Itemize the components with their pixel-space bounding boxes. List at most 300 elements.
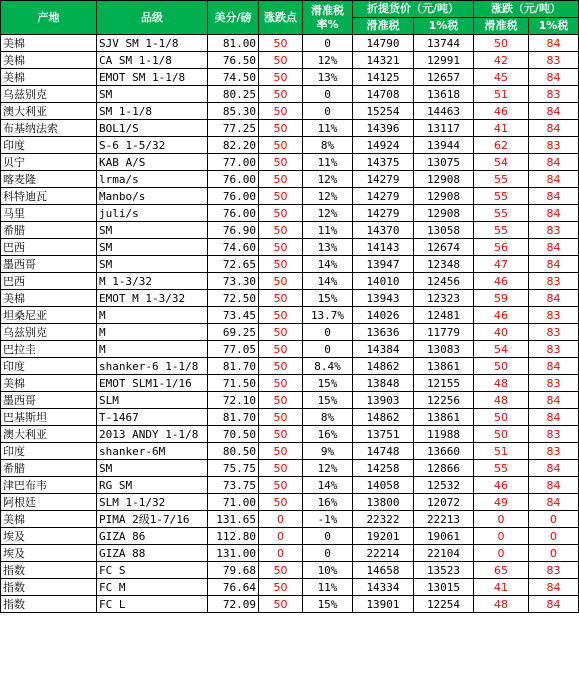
cell-price-1pct-tax: 22213	[414, 511, 474, 528]
cell-change-1pct-tax: 0	[529, 511, 579, 528]
cell-price-1pct-tax: 12323	[414, 290, 474, 307]
cell-price-cents-per-lb: 79.68	[208, 562, 259, 579]
cell-price-cents-per-lb: 74.50	[208, 69, 259, 86]
cell-change-sliding-tax: 50	[474, 35, 529, 52]
cell-price-cents-per-lb: 76.50	[208, 52, 259, 69]
cell-price-1pct-tax: 12348	[414, 256, 474, 273]
cell-origin: 美棉	[1, 375, 97, 392]
cell-price-cents-per-lb: 73.45	[208, 307, 259, 324]
table-row	[1, 52, 579, 69]
cell-change-1pct-tax: 84	[529, 171, 579, 188]
cell-price-1pct-tax: 13744	[414, 35, 474, 52]
cell-change-sliding-tax: 0	[474, 511, 529, 528]
cell-price-sliding-tax: 14279	[353, 205, 414, 222]
cell-origin: 马里	[1, 205, 97, 222]
cell-price-1pct-tax: 13015	[414, 579, 474, 596]
cell-change-points: 50	[259, 443, 303, 460]
cell-price-cents-per-lb: 81.00	[208, 35, 259, 52]
cell-change-sliding-tax: 55	[474, 222, 529, 239]
cell-change-points: 50	[259, 477, 303, 494]
cell-sliding-tax-rate: 15%	[303, 596, 353, 613]
cell-grade: GIZA 86	[97, 528, 208, 545]
table-row	[1, 239, 579, 256]
cell-grade: Manbo/s	[97, 188, 208, 205]
cell-sliding-tax-rate: 11%	[303, 222, 353, 239]
cell-sliding-tax-rate: 0	[303, 528, 353, 545]
cell-change-sliding-tax: 47	[474, 256, 529, 273]
cell-grade: M	[97, 341, 208, 358]
table-row	[1, 443, 579, 460]
header-grade: 品级	[97, 1, 208, 35]
cell-change-points: 50	[259, 205, 303, 222]
cell-origin: 指数	[1, 562, 97, 579]
cell-change-points: 50	[259, 392, 303, 409]
cell-origin: 澳大利亚	[1, 426, 97, 443]
cell-sliding-tax-rate: 16%	[303, 494, 353, 511]
cell-price-sliding-tax: 14862	[353, 358, 414, 375]
cell-sliding-tax-rate: 8.4%	[303, 358, 353, 375]
cell-change-points: 50	[259, 273, 303, 290]
cell-change-1pct-tax: 84	[529, 477, 579, 494]
cell-price-1pct-tax: 13861	[414, 358, 474, 375]
cell-change-sliding-tax: 50	[474, 409, 529, 426]
cell-change-points: 50	[259, 69, 303, 86]
cell-change-1pct-tax: 84	[529, 409, 579, 426]
cell-change-points: 0	[259, 545, 303, 562]
table-header	[1, 1, 579, 35]
cell-price-1pct-tax: 12866	[414, 460, 474, 477]
cell-change-points: 50	[259, 35, 303, 52]
cell-price-1pct-tax: 11988	[414, 426, 474, 443]
cell-price-1pct-tax: 12254	[414, 596, 474, 613]
cell-price-cents-per-lb: 85.30	[208, 103, 259, 120]
cell-price-cents-per-lb: 73.75	[208, 477, 259, 494]
cell-change-points: 50	[259, 562, 303, 579]
cell-price-1pct-tax: 13618	[414, 86, 474, 103]
cell-grade: M	[97, 324, 208, 341]
cell-price-cents-per-lb: 82.20	[208, 137, 259, 154]
cell-origin: 印度	[1, 358, 97, 375]
cell-price-cents-per-lb: 80.50	[208, 443, 259, 460]
cell-origin: 巴西	[1, 273, 97, 290]
table-row	[1, 86, 579, 103]
cell-price-cents-per-lb: 72.65	[208, 256, 259, 273]
cell-change-1pct-tax: 84	[529, 69, 579, 86]
cell-origin: 美棉	[1, 52, 97, 69]
cell-origin: 阿根廷	[1, 494, 97, 511]
cell-price-sliding-tax: 13636	[353, 324, 414, 341]
cell-origin: 指数	[1, 579, 97, 596]
cell-change-points: 50	[259, 494, 303, 511]
cell-origin: 指数	[1, 596, 97, 613]
cell-change-sliding-tax: 55	[474, 205, 529, 222]
cell-grade: lrma/s	[97, 171, 208, 188]
cell-change-points: 50	[259, 596, 303, 613]
cell-price-cents-per-lb: 81.70	[208, 358, 259, 375]
header-delivery-price: 折提货价（元/吨）	[353, 1, 474, 18]
cell-price-sliding-tax: 14279	[353, 171, 414, 188]
cell-sliding-tax-rate: 8%	[303, 409, 353, 426]
cell-change-sliding-tax: 48	[474, 392, 529, 409]
table-row	[1, 205, 579, 222]
cell-price-cents-per-lb: 81.70	[208, 409, 259, 426]
cell-price-cents-per-lb: 70.50	[208, 426, 259, 443]
cell-change-1pct-tax: 83	[529, 341, 579, 358]
cell-origin: 津巴布韦	[1, 477, 97, 494]
cell-origin: 美棉	[1, 35, 97, 52]
cell-price-sliding-tax: 14026	[353, 307, 414, 324]
cell-change-sliding-tax: 54	[474, 154, 529, 171]
cell-change-1pct-tax: 84	[529, 596, 579, 613]
cell-grade: SM	[97, 222, 208, 239]
cell-price-1pct-tax: 11779	[414, 324, 474, 341]
cell-price-1pct-tax: 13058	[414, 222, 474, 239]
cell-price-1pct-tax: 14463	[414, 103, 474, 120]
cell-origin: 贝宁	[1, 154, 97, 171]
cell-change-points: 50	[259, 290, 303, 307]
cell-change-sliding-tax: 46	[474, 307, 529, 324]
cell-change-1pct-tax: 84	[529, 358, 579, 375]
cell-price-sliding-tax: 14010	[353, 273, 414, 290]
cell-origin: 埃及	[1, 545, 97, 562]
cell-change-points: 50	[259, 171, 303, 188]
cell-grade: SLM	[97, 392, 208, 409]
cell-price-cents-per-lb: 73.30	[208, 273, 259, 290]
cell-grade: juli/s	[97, 205, 208, 222]
cell-price-1pct-tax: 12532	[414, 477, 474, 494]
cell-change-1pct-tax: 84	[529, 392, 579, 409]
cell-price-sliding-tax: 13943	[353, 290, 414, 307]
cell-origin: 巴西	[1, 239, 97, 256]
cell-change-sliding-tax: 41	[474, 579, 529, 596]
cell-origin: 美棉	[1, 69, 97, 86]
cell-change-points: 50	[259, 409, 303, 426]
cell-change-1pct-tax: 83	[529, 307, 579, 324]
cell-price-1pct-tax: 12456	[414, 273, 474, 290]
cell-change-1pct-tax: 84	[529, 579, 579, 596]
cell-change-points: 50	[259, 307, 303, 324]
cell-origin: 澳大利亚	[1, 103, 97, 120]
cell-price-sliding-tax: 14790	[353, 35, 414, 52]
cell-change-sliding-tax: 55	[474, 460, 529, 477]
cell-price-sliding-tax: 19201	[353, 528, 414, 545]
cell-price-sliding-tax: 14321	[353, 52, 414, 69]
table-row	[1, 273, 579, 290]
cell-change-points: 0	[259, 511, 303, 528]
cell-change-sliding-tax: 0	[474, 528, 529, 545]
cell-price-sliding-tax: 13848	[353, 375, 414, 392]
cell-sliding-tax-rate: 15%	[303, 290, 353, 307]
cell-price-sliding-tax: 14384	[353, 341, 414, 358]
cell-change-sliding-tax: 50	[474, 358, 529, 375]
cell-grade: shanker-6 1-1/8	[97, 358, 208, 375]
cell-price-1pct-tax: 22104	[414, 545, 474, 562]
cell-price-sliding-tax: 14375	[353, 154, 414, 171]
table-row	[1, 409, 579, 426]
cell-price-sliding-tax: 14924	[353, 137, 414, 154]
cell-price-sliding-tax: 22322	[353, 511, 414, 528]
cell-change-points: 50	[259, 188, 303, 205]
table-row	[1, 307, 579, 324]
cell-origin: 印度	[1, 443, 97, 460]
table-row	[1, 171, 579, 188]
cell-grade: S-6 1-5/32	[97, 137, 208, 154]
cell-grade: FC S	[97, 562, 208, 579]
cell-change-1pct-tax: 84	[529, 103, 579, 120]
cell-price-1pct-tax: 12991	[414, 52, 474, 69]
cell-change-points: 50	[259, 579, 303, 596]
cell-origin: 喀麦隆	[1, 171, 97, 188]
cell-sliding-tax-rate: 15%	[303, 392, 353, 409]
cell-sliding-tax-rate: 14%	[303, 256, 353, 273]
cell-grade: SM 1-1/8	[97, 103, 208, 120]
cell-sliding-tax-rate: 15%	[303, 375, 353, 392]
cell-sliding-tax-rate: 0	[303, 86, 353, 103]
cell-grade: KAB A/S	[97, 154, 208, 171]
table-row	[1, 426, 579, 443]
cell-grade: M	[97, 307, 208, 324]
cell-price-1pct-tax: 13523	[414, 562, 474, 579]
cell-price-sliding-tax: 13800	[353, 494, 414, 511]
table-row	[1, 460, 579, 477]
table-row	[1, 392, 579, 409]
cell-price-sliding-tax: 14396	[353, 120, 414, 137]
cell-sliding-tax-rate: 10%	[303, 562, 353, 579]
cell-price-cents-per-lb: 77.25	[208, 120, 259, 137]
cell-change-points: 50	[259, 375, 303, 392]
cell-sliding-tax-rate: 14%	[303, 477, 353, 494]
cell-origin: 乌兹别克	[1, 324, 97, 341]
cell-change-1pct-tax: 84	[529, 239, 579, 256]
cell-sliding-tax-rate: 12%	[303, 188, 353, 205]
cell-change-sliding-tax: 48	[474, 375, 529, 392]
cell-change-sliding-tax: 45	[474, 69, 529, 86]
cell-origin: 希腊	[1, 460, 97, 477]
table-row	[1, 222, 579, 239]
cell-change-1pct-tax: 83	[529, 52, 579, 69]
cell-grade: SM	[97, 256, 208, 273]
cell-price-cents-per-lb: 72.09	[208, 596, 259, 613]
table-row	[1, 154, 579, 171]
cell-price-1pct-tax: 12674	[414, 239, 474, 256]
cell-origin: 墨西哥	[1, 256, 97, 273]
cell-change-1pct-tax: 83	[529, 222, 579, 239]
cell-change-sliding-tax: 40	[474, 324, 529, 341]
cell-change-sliding-tax: 46	[474, 273, 529, 290]
cell-price-cents-per-lb: 74.60	[208, 239, 259, 256]
table-row	[1, 35, 579, 52]
cell-sliding-tax-rate: 11%	[303, 579, 353, 596]
cell-change-sliding-tax: 59	[474, 290, 529, 307]
cell-price-sliding-tax: 14334	[353, 579, 414, 596]
cell-change-points: 50	[259, 341, 303, 358]
cell-change-points: 0	[259, 528, 303, 545]
table-row	[1, 341, 579, 358]
cell-price-1pct-tax: 12908	[414, 188, 474, 205]
cell-sliding-tax-rate: 14%	[303, 273, 353, 290]
table-row	[1, 579, 579, 596]
cell-origin: 美棉	[1, 290, 97, 307]
cell-change-points: 50	[259, 324, 303, 341]
cell-sliding-tax-rate: 0	[303, 545, 353, 562]
cell-price-1pct-tax: 12908	[414, 171, 474, 188]
cell-price-sliding-tax: 14279	[353, 188, 414, 205]
cell-change-sliding-tax: 46	[474, 477, 529, 494]
cell-price-cents-per-lb: 69.25	[208, 324, 259, 341]
cell-change-sliding-tax: 48	[474, 596, 529, 613]
cell-price-sliding-tax: 14708	[353, 86, 414, 103]
cell-price-sliding-tax: 22214	[353, 545, 414, 562]
cell-origin: 美棉	[1, 511, 97, 528]
cell-price-cents-per-lb: 131.00	[208, 545, 259, 562]
cell-change-sliding-tax: 50	[474, 426, 529, 443]
cell-price-cents-per-lb: 131.65	[208, 511, 259, 528]
cell-change-sliding-tax: 55	[474, 188, 529, 205]
cell-origin: 巴拉圭	[1, 341, 97, 358]
cell-change-points: 50	[259, 103, 303, 120]
cell-change-points: 50	[259, 52, 303, 69]
cell-change-sliding-tax: 54	[474, 341, 529, 358]
cell-price-cents-per-lb: 76.00	[208, 188, 259, 205]
cell-price-1pct-tax: 12155	[414, 375, 474, 392]
cell-change-sliding-tax: 0	[474, 545, 529, 562]
cell-change-sliding-tax: 51	[474, 86, 529, 103]
cell-grade: SM	[97, 86, 208, 103]
header-row-1	[1, 1, 579, 18]
cell-change-points: 50	[259, 239, 303, 256]
cell-origin: 埃及	[1, 528, 97, 545]
cell-change-1pct-tax: 84	[529, 154, 579, 171]
cell-sliding-tax-rate: 9%	[303, 443, 353, 460]
cell-change-1pct-tax: 83	[529, 375, 579, 392]
table-row	[1, 137, 579, 154]
cell-origin: 坦桑尼亚	[1, 307, 97, 324]
header-change-sliding: 滑准税	[474, 18, 529, 35]
cell-change-sliding-tax: 62	[474, 137, 529, 154]
table-body	[1, 35, 579, 613]
cell-price-1pct-tax: 12256	[414, 392, 474, 409]
cell-change-1pct-tax: 83	[529, 273, 579, 290]
cell-grade: shanker-6M	[97, 443, 208, 460]
cell-change-1pct-tax: 83	[529, 137, 579, 154]
cell-change-1pct-tax: 83	[529, 86, 579, 103]
cell-sliding-tax-rate: 12%	[303, 171, 353, 188]
cell-grade: M 1-3/32	[97, 273, 208, 290]
cell-price-cents-per-lb: 76.00	[208, 171, 259, 188]
cell-price-1pct-tax: 13944	[414, 137, 474, 154]
cell-sliding-tax-rate: 8%	[303, 137, 353, 154]
header-change-1pct: 1%税	[529, 18, 579, 35]
cell-price-sliding-tax: 13947	[353, 256, 414, 273]
cell-origin: 科特迪瓦	[1, 188, 97, 205]
cell-grade: FC M	[97, 579, 208, 596]
cell-origin: 乌兹别克	[1, 86, 97, 103]
cell-change-1pct-tax: 84	[529, 256, 579, 273]
table-row	[1, 324, 579, 341]
cell-price-cents-per-lb: 71.50	[208, 375, 259, 392]
cell-price-sliding-tax: 13903	[353, 392, 414, 409]
cell-sliding-tax-rate: 11%	[303, 120, 353, 137]
cell-price-cents-per-lb: 71.00	[208, 494, 259, 511]
cell-grade: RG SM	[97, 477, 208, 494]
cell-price-cents-per-lb: 77.00	[208, 154, 259, 171]
cell-change-points: 50	[259, 120, 303, 137]
cell-change-points: 50	[259, 460, 303, 477]
cell-grade: CA SM 1-1/8	[97, 52, 208, 69]
table-row	[1, 120, 579, 137]
cell-change-sliding-tax: 51	[474, 443, 529, 460]
table-row	[1, 477, 579, 494]
cell-change-1pct-tax: 84	[529, 205, 579, 222]
cell-grade: 2013 ANDY 1-1/8	[97, 426, 208, 443]
cell-change-1pct-tax: 84	[529, 188, 579, 205]
cell-change-1pct-tax: 83	[529, 324, 579, 341]
cell-grade: BOL1/S	[97, 120, 208, 137]
cell-price-cents-per-lb: 76.00	[208, 205, 259, 222]
cell-change-1pct-tax: 0	[529, 528, 579, 545]
cell-change-1pct-tax: 83	[529, 426, 579, 443]
cell-sliding-tax-rate: 0	[303, 324, 353, 341]
cell-origin: 希腊	[1, 222, 97, 239]
cell-origin: 印度	[1, 137, 97, 154]
cell-grade: EMOT SM 1-1/8	[97, 69, 208, 86]
cell-change-sliding-tax: 56	[474, 239, 529, 256]
cell-grade: EMOT M 1-3/32	[97, 290, 208, 307]
cell-price-1pct-tax: 19061	[414, 528, 474, 545]
cell-price-1pct-tax: 12908	[414, 205, 474, 222]
table-row	[1, 494, 579, 511]
cell-price-sliding-tax: 14125	[353, 69, 414, 86]
header-change-yuan: 涨跌（元/吨）	[474, 1, 579, 18]
header-origin: 产地	[1, 1, 97, 35]
cell-price-1pct-tax: 12072	[414, 494, 474, 511]
cell-grade: SJV SM 1-1/8	[97, 35, 208, 52]
cell-price-cents-per-lb: 76.90	[208, 222, 259, 239]
table-row	[1, 69, 579, 86]
cell-sliding-tax-rate: 13%	[303, 239, 353, 256]
cell-price-cents-per-lb: 72.50	[208, 290, 259, 307]
table-row	[1, 596, 579, 613]
table-row	[1, 562, 579, 579]
cell-grade: GIZA 88	[97, 545, 208, 562]
cell-change-sliding-tax: 55	[474, 171, 529, 188]
cell-sliding-tax-rate: 12%	[303, 52, 353, 69]
cell-price-1pct-tax: 13660	[414, 443, 474, 460]
cell-change-1pct-tax: 83	[529, 443, 579, 460]
table-row	[1, 375, 579, 392]
cell-sliding-tax-rate: 13.7%	[303, 307, 353, 324]
header-delivery-sliding: 滑准税	[353, 18, 414, 35]
cell-grade: SM	[97, 460, 208, 477]
cell-price-1pct-tax: 12481	[414, 307, 474, 324]
cell-sliding-tax-rate: 12%	[303, 460, 353, 477]
cell-price-cents-per-lb: 72.10	[208, 392, 259, 409]
table-row	[1, 256, 579, 273]
cell-price-sliding-tax: 14143	[353, 239, 414, 256]
cell-change-1pct-tax: 83	[529, 562, 579, 579]
cell-sliding-tax-rate: 16%	[303, 426, 353, 443]
table-row	[1, 511, 579, 528]
cell-sliding-tax-rate: 0	[303, 341, 353, 358]
cell-change-points: 50	[259, 86, 303, 103]
cell-change-points: 50	[259, 137, 303, 154]
cell-price-sliding-tax: 14058	[353, 477, 414, 494]
cell-price-sliding-tax: 14658	[353, 562, 414, 579]
cell-change-points: 50	[259, 222, 303, 239]
cell-price-sliding-tax: 13901	[353, 596, 414, 613]
header-price: 美分/磅	[208, 1, 259, 35]
cell-change-1pct-tax: 84	[529, 35, 579, 52]
